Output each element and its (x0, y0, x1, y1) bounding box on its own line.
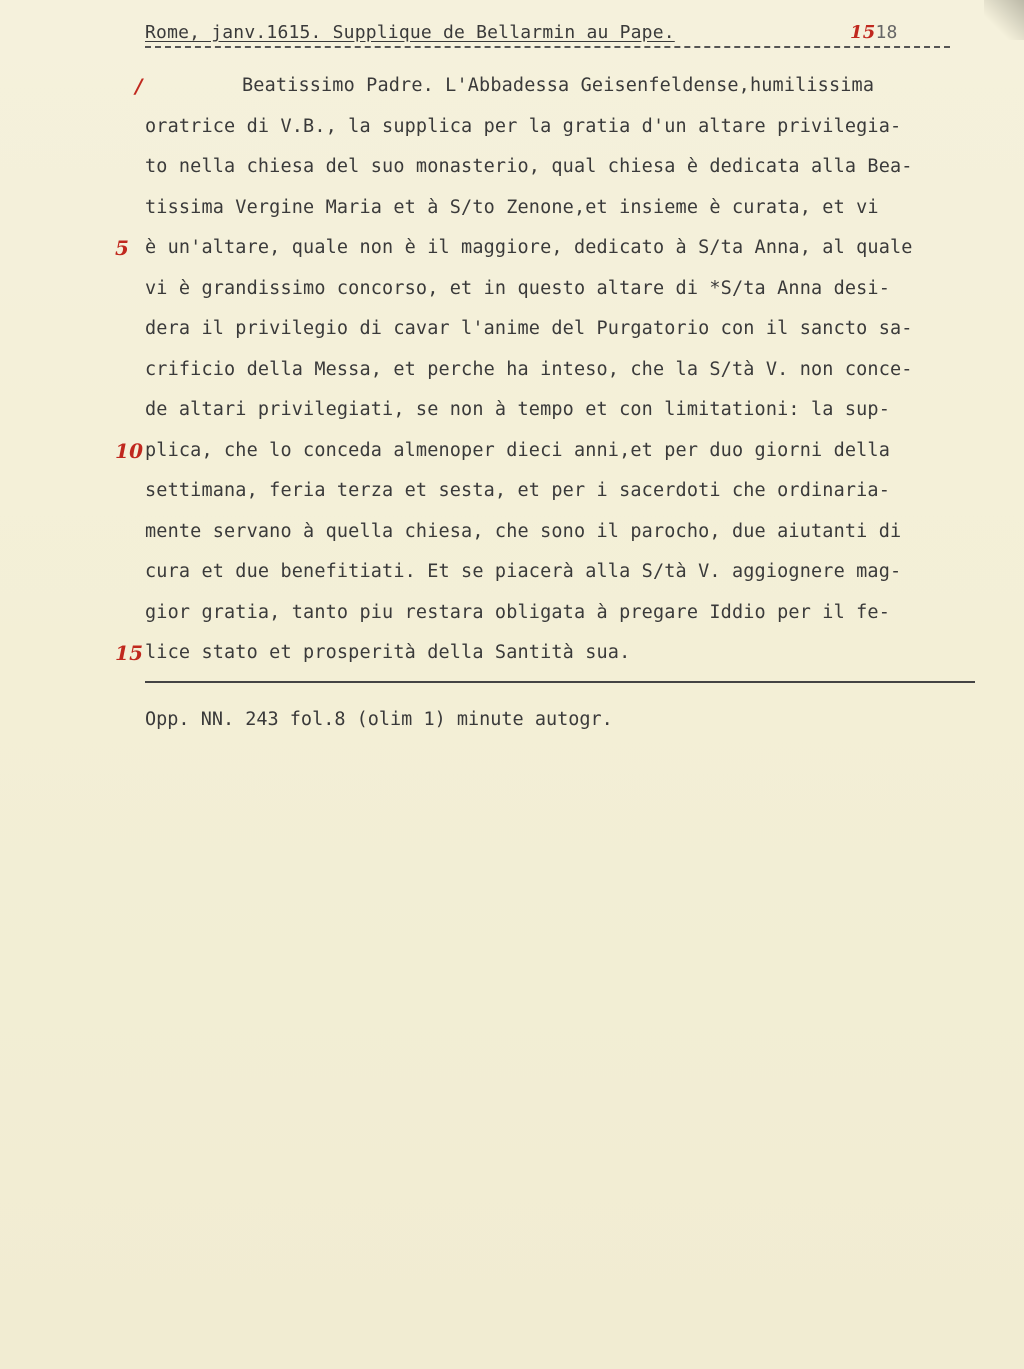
page-corner-shadow (984, 0, 1024, 40)
line-marker-5: 5 (115, 236, 130, 260)
text-line-15: 15 lice stato et prosperità della Santità sua. (145, 633, 1005, 674)
document-header (145, 20, 950, 46)
text-line-12: mente servano à quella chiesa, che sono il parocho, due aiutanti di (145, 520, 902, 542)
text-line-14: gior gratia, tanto piu restara obligata à pregare Iddio per il fe- (145, 601, 891, 623)
header-rule (145, 46, 950, 48)
header-title: Rome, janv.1615. Supplique de Bellarmin au Pape. (145, 22, 675, 43)
text-line-9: de altari privilegiati, se non à tempo et con limitationi: la sup- (145, 399, 891, 420)
text-line-13: cura et due benefitiati. Et se piacerà alla S/tà V. aggiognere mag- (145, 561, 902, 582)
line-marker-10: 10 (115, 438, 144, 463)
text-line-4: tissima Vergine Maria et à S/to Zenone,et insieme è curata, et vi (145, 196, 879, 218)
text-line-2: oratrice di V.B., la supplica per la gratia d'un altare privilegia- (145, 115, 902, 137)
source-citation: Opp. NN. 243 fol.8 (olim 1) minute autogr. (145, 709, 613, 730)
text-line-1: / Beatissimo Padre. L'Abbadessa Geisenfeldense,humilissima (145, 66, 1005, 107)
letter-body (115, 66, 1005, 674)
page-number (850, 20, 898, 46)
text-line-7: dera il privilegio di cavar l'anime del Purgatorio con il sancto sa- (145, 318, 913, 339)
footer-rule (145, 681, 975, 683)
text-line-5: 5 è un'altare, quale non è il maggiore, dedicato à S/ta Anna, al quale (145, 228, 1005, 269)
page-number-handwritten: 15 (850, 22, 876, 43)
line-marker-1: / (135, 74, 143, 98)
page-number-typed: 18 (875, 22, 898, 43)
text-line-3: to nella chiesa del suo monasterio, qual chiesa è dedicata alla Bea- (145, 156, 913, 177)
text-line-11: settimana, feria terza et sesta, et per i sacerdoti che ordinaria- (145, 480, 891, 501)
line-marker-15: 15 (115, 641, 144, 665)
text-line-8: crificio della Messa, et perche ha inteso, che la S/tà V. non conce- (145, 358, 913, 380)
text-line-10: 10 plica, che lo conceda almenoper dieci anni,et per duo giorni della (145, 431, 1005, 472)
text-line-6: vi è grandissimo concorso, et in questo altare di *S/ta Anna desi- (145, 277, 891, 299)
